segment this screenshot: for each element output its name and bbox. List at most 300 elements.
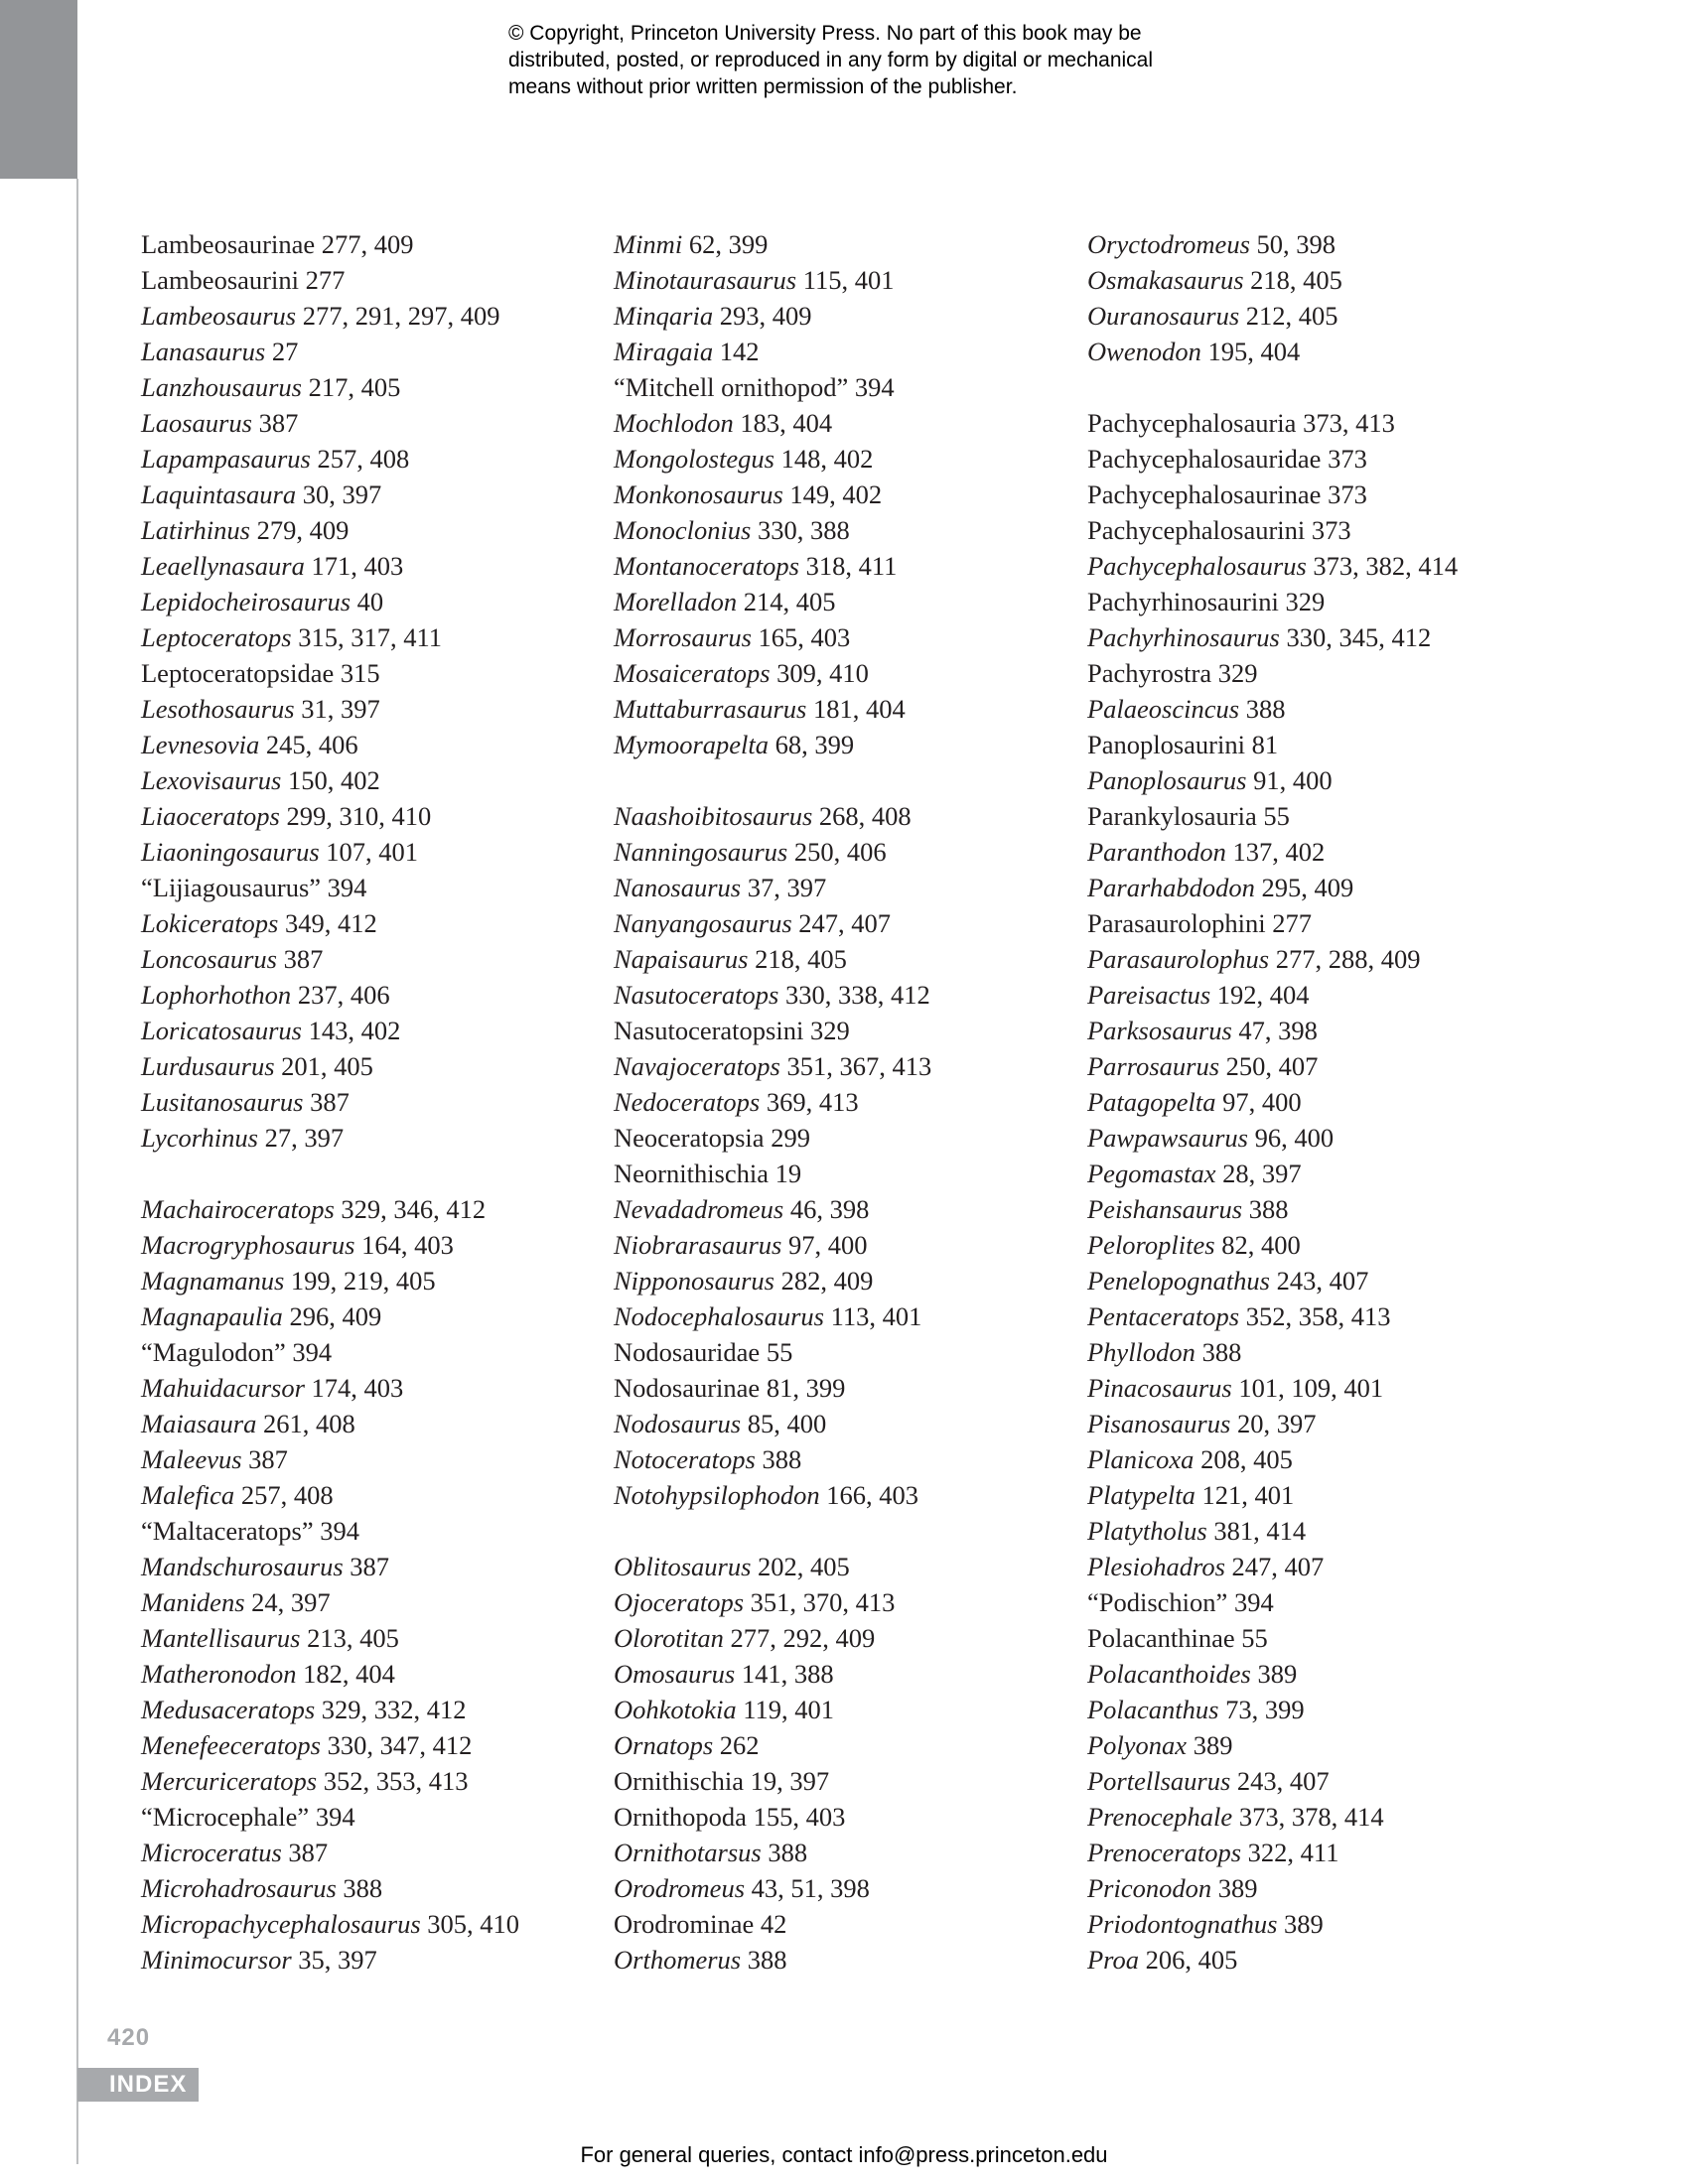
index-term: Matheronodon bbox=[141, 1659, 297, 1689]
index-pages: 243, 407 bbox=[1276, 1266, 1369, 1296]
index-pages: 50, 398 bbox=[1256, 229, 1336, 259]
index-term: Parasaurolophus bbox=[1087, 944, 1270, 974]
index-term: Nodosauridae bbox=[614, 1337, 761, 1367]
index-term: Parasaurolophini bbox=[1087, 908, 1266, 938]
index-term: Morelladon bbox=[614, 587, 738, 616]
index-pages: 181, 404 bbox=[813, 694, 906, 724]
index-entry bbox=[141, 870, 578, 905]
index-entry bbox=[614, 905, 1051, 941]
index-term: “Mitchell ornithopod” bbox=[614, 372, 849, 402]
index-entry bbox=[1087, 1406, 1524, 1441]
index-term: Loncosaurus bbox=[141, 944, 277, 974]
index-term: Nodosaurus bbox=[614, 1409, 742, 1438]
index-term: Mercuriceratops bbox=[141, 1766, 318, 1796]
index-entry bbox=[1087, 1334, 1524, 1370]
index-pages: 351, 370, 413 bbox=[750, 1587, 896, 1617]
index-term: Olorotitan bbox=[614, 1623, 724, 1653]
index-term: Lepidocheirosaurus bbox=[141, 587, 352, 616]
index-pages: 213, 405 bbox=[307, 1623, 399, 1653]
index-entry bbox=[141, 941, 578, 977]
index-pages: 387 bbox=[350, 1552, 390, 1581]
index-entry bbox=[614, 1406, 1051, 1441]
index-entry bbox=[614, 727, 1051, 762]
index-entry bbox=[1087, 655, 1524, 691]
index-entry bbox=[614, 1727, 1051, 1763]
index-pages: 373, 378, 414 bbox=[1238, 1802, 1384, 1832]
index-term: Micropachycephalosaurus bbox=[141, 1909, 421, 1939]
index-entry bbox=[1087, 1441, 1524, 1477]
index-term: Lophorhothon bbox=[141, 980, 292, 1010]
index-entry bbox=[614, 798, 1051, 834]
index-entry bbox=[141, 1406, 578, 1441]
index-pages: 202, 405 bbox=[758, 1552, 850, 1581]
index-term: Latirhinus bbox=[141, 515, 250, 545]
index-term: Polacanthinae bbox=[1087, 1623, 1235, 1653]
index-entry bbox=[1087, 1942, 1524, 1978]
index-pages: 394 bbox=[320, 1516, 359, 1546]
index-entry bbox=[141, 1334, 578, 1370]
index-entry bbox=[1087, 977, 1524, 1013]
index-pages: 388 bbox=[343, 1873, 383, 1903]
index-term: Nasutoceratopsini bbox=[614, 1016, 804, 1045]
index-entry bbox=[141, 905, 578, 941]
index-term: Liaoningosaurus bbox=[141, 837, 320, 867]
index-entry bbox=[1087, 1370, 1524, 1406]
index-term: Pinacosaurus bbox=[1087, 1373, 1232, 1403]
index-pages: 250, 407 bbox=[1225, 1051, 1319, 1081]
index-term: Panoplosaurini bbox=[1087, 730, 1245, 759]
index-term: Leptoceratopsidae bbox=[141, 658, 335, 688]
index-term: Monkonosaurus bbox=[614, 479, 783, 509]
index-term: Oohkotokia bbox=[614, 1695, 737, 1724]
index-entry bbox=[1087, 1870, 1524, 1906]
index-pages: 28, 397 bbox=[1222, 1159, 1302, 1188]
index-pages: 201, 405 bbox=[281, 1051, 373, 1081]
index-entry bbox=[141, 1870, 578, 1906]
index-pages: 55 bbox=[766, 1337, 793, 1367]
index-entry bbox=[141, 1013, 578, 1048]
index-pages: 373, 413 bbox=[1303, 408, 1395, 438]
index-term: Lambeosaurinae bbox=[141, 229, 316, 259]
index-entry bbox=[1087, 1763, 1524, 1799]
index-pages: 389 bbox=[1257, 1659, 1298, 1689]
index-term: Pachyrhinosaurini bbox=[1087, 587, 1279, 616]
index-entry bbox=[1087, 1584, 1524, 1620]
index-term: Prenoceratops bbox=[1087, 1838, 1242, 1867]
index-term: Prenocephale bbox=[1087, 1802, 1233, 1832]
index-entry bbox=[1087, 619, 1524, 655]
index-term: Microceratus bbox=[141, 1838, 282, 1867]
index-entry bbox=[141, 1084, 578, 1120]
index-entry bbox=[141, 369, 578, 405]
copyright-line: © Copyright, Princeton University Press. No part of this book may be bbox=[508, 22, 1142, 45]
index-entry bbox=[1087, 1906, 1524, 1942]
index-term: Penelopognathus bbox=[1087, 1266, 1270, 1296]
index-pages: 315 bbox=[340, 658, 380, 688]
copyright-notice bbox=[508, 20, 1303, 100]
index-term: Lokiceratops bbox=[141, 908, 279, 938]
index-term: Nedoceratops bbox=[614, 1087, 761, 1117]
index-pages: 315, 317, 411 bbox=[298, 622, 443, 652]
index-pages: 47, 398 bbox=[1238, 1016, 1318, 1045]
index-term: Mandschurosaurus bbox=[141, 1552, 344, 1581]
index-pages: 329, 346, 412 bbox=[341, 1194, 487, 1224]
index-pages: 91, 400 bbox=[1253, 765, 1333, 795]
index-entry bbox=[614, 512, 1051, 548]
index-entry bbox=[1087, 1298, 1524, 1334]
index-term: Mochlodon bbox=[614, 408, 734, 438]
index-entry bbox=[614, 1942, 1051, 1978]
index-entry bbox=[614, 1906, 1051, 1942]
index-entry bbox=[614, 405, 1051, 441]
index-pages: 30, 397 bbox=[302, 479, 382, 509]
index-pages: 394 bbox=[315, 1802, 355, 1832]
index-entry bbox=[141, 762, 578, 798]
index-entry bbox=[1087, 870, 1524, 905]
index-entry bbox=[141, 1906, 578, 1942]
index-pages: 349, 412 bbox=[285, 908, 377, 938]
index-pages: 299 bbox=[771, 1123, 810, 1153]
index-term: Pachycephalosauridae bbox=[1087, 444, 1322, 474]
index-term: Patagopelta bbox=[1087, 1087, 1216, 1117]
index-term: Nipponosaurus bbox=[614, 1266, 774, 1296]
index-pages: 277, 292, 409 bbox=[730, 1623, 876, 1653]
index-entry bbox=[1087, 1513, 1524, 1549]
index-entry bbox=[141, 334, 578, 369]
index-entry bbox=[614, 1763, 1051, 1799]
index-entry bbox=[614, 1870, 1051, 1906]
index-entry bbox=[141, 1584, 578, 1620]
index-term: Plesiohadros bbox=[1087, 1552, 1225, 1581]
index-entry bbox=[141, 1191, 578, 1227]
index-entry bbox=[614, 584, 1051, 619]
index-pages: 68, 399 bbox=[774, 730, 855, 759]
index-entry bbox=[141, 1620, 578, 1656]
index-term: Pachycephalosaurus bbox=[1087, 551, 1307, 581]
index-entry bbox=[614, 1835, 1051, 1870]
index-entry bbox=[1087, 1048, 1524, 1084]
index-entry bbox=[141, 1370, 578, 1406]
index-entry bbox=[614, 1298, 1051, 1334]
index-term: Mantellisaurus bbox=[141, 1623, 301, 1653]
index-entry bbox=[141, 1441, 578, 1477]
index-term: Proa bbox=[1087, 1945, 1140, 1975]
index-entry bbox=[141, 1298, 578, 1334]
index-term: Ouranosaurus bbox=[1087, 301, 1240, 331]
index-pages: 394 bbox=[1233, 1587, 1274, 1617]
index-term: Levnesovia bbox=[141, 730, 260, 759]
index-pages: 192, 404 bbox=[1216, 980, 1310, 1010]
index-pages: 388 bbox=[747, 1945, 787, 1975]
index-term: Polacanthus bbox=[1087, 1695, 1219, 1724]
index-entry bbox=[141, 1799, 578, 1835]
index-entry bbox=[1087, 905, 1524, 941]
index-entry bbox=[1087, 441, 1524, 477]
index-entry bbox=[1087, 1227, 1524, 1263]
index-entry bbox=[614, 1620, 1051, 1656]
index-term: Leaellynasaura bbox=[141, 551, 305, 581]
index-entry bbox=[141, 1763, 578, 1799]
index-pages: 373 bbox=[1328, 444, 1367, 474]
index-pages: 293, 409 bbox=[719, 301, 812, 331]
index-pages: 352, 353, 413 bbox=[323, 1766, 469, 1796]
index-term: Machairoceratops bbox=[141, 1194, 335, 1224]
index-entry bbox=[1087, 762, 1524, 798]
index-pages: 388 bbox=[1248, 1194, 1289, 1224]
index-column-1 bbox=[141, 226, 578, 1978]
index-pages: 113, 401 bbox=[830, 1301, 922, 1331]
index-entry bbox=[141, 798, 578, 834]
copyright-line: means without prior written permission of the publisher. bbox=[508, 75, 1018, 98]
index-entry bbox=[614, 1191, 1051, 1227]
index-term: Ornithotarsus bbox=[614, 1838, 762, 1867]
index-pages: 195, 404 bbox=[1207, 337, 1301, 366]
index-term: Pentaceratops bbox=[1087, 1301, 1240, 1331]
index-pages: 137, 402 bbox=[1232, 837, 1326, 867]
index-term: Nodocephalosaurus bbox=[614, 1301, 824, 1331]
index-entry bbox=[1087, 1477, 1524, 1513]
index-entry bbox=[614, 1477, 1051, 1513]
index-pages: 81 bbox=[1251, 730, 1279, 759]
index-term: Mosaiceratops bbox=[614, 658, 771, 688]
index-entry bbox=[141, 1835, 578, 1870]
index-entry bbox=[1087, 1692, 1524, 1727]
index-pages: 389 bbox=[1284, 1909, 1324, 1939]
index-pages: 199, 219, 405 bbox=[290, 1266, 436, 1296]
index-term: Pegomastax bbox=[1087, 1159, 1216, 1188]
index-term: Paranthodon bbox=[1087, 837, 1226, 867]
index-pages: 387 bbox=[258, 408, 299, 438]
index-entry bbox=[141, 548, 578, 584]
index-pages: 262 bbox=[719, 1730, 760, 1760]
index-entry bbox=[1087, 334, 1524, 369]
footer-contact: For general queries, contact info@press.princeton.edu bbox=[580, 2142, 1108, 2167]
index-entry bbox=[614, 1048, 1051, 1084]
index-term: Pawpawsaurus bbox=[1087, 1123, 1248, 1153]
index-entry bbox=[141, 1263, 578, 1298]
index-term: Leptoceratops bbox=[141, 622, 292, 652]
index-entry bbox=[1087, 1799, 1524, 1835]
index-term: Loricatosaurus bbox=[141, 1016, 302, 1045]
index-pages: 218, 405 bbox=[755, 944, 847, 974]
index-term: Pachycephalosaurini bbox=[1087, 515, 1306, 545]
index-term: Navajoceratops bbox=[614, 1051, 780, 1081]
index-entry bbox=[1087, 477, 1524, 512]
index-entry bbox=[141, 1227, 578, 1263]
index-term: Orodromeus bbox=[614, 1873, 746, 1903]
index-entry bbox=[1087, 798, 1524, 834]
index-pages: 85, 400 bbox=[747, 1409, 827, 1438]
index-pages: 318, 411 bbox=[805, 551, 898, 581]
index-pages: 330, 347, 412 bbox=[327, 1730, 473, 1760]
index-entry bbox=[141, 1549, 578, 1584]
index-pages: 166, 403 bbox=[826, 1480, 918, 1510]
index-entry bbox=[1087, 727, 1524, 762]
index-term: Nevadadromeus bbox=[614, 1194, 784, 1224]
index-entry bbox=[141, 619, 578, 655]
index-pages: 27 bbox=[271, 337, 299, 366]
index-entry bbox=[614, 548, 1051, 584]
index-entry bbox=[614, 977, 1051, 1013]
index-entry bbox=[614, 477, 1051, 512]
index-entry bbox=[614, 262, 1051, 298]
index-entry bbox=[141, 1692, 578, 1727]
index-pages: 373, 382, 414 bbox=[1313, 551, 1459, 581]
index-entry bbox=[614, 655, 1051, 691]
index-term: Lambeosaurini bbox=[141, 265, 299, 295]
index-term: Pachycephalosauria bbox=[1087, 408, 1297, 438]
index-pages: 388 bbox=[768, 1838, 808, 1867]
index-entry bbox=[614, 298, 1051, 334]
index-pages: 373 bbox=[1328, 479, 1367, 509]
index-entry bbox=[1087, 1013, 1524, 1048]
index-pages: 82, 400 bbox=[1221, 1230, 1301, 1260]
index-term: Ornithischia bbox=[614, 1766, 744, 1796]
index-term: Lanzhousaurus bbox=[141, 372, 302, 402]
index-term: “Maltaceratops” bbox=[141, 1516, 314, 1546]
index-entry bbox=[141, 1656, 578, 1692]
index-pages: 149, 402 bbox=[789, 479, 883, 509]
index-pages: 164, 403 bbox=[361, 1230, 454, 1260]
index-term: Pachycephalosaurinae bbox=[1087, 479, 1322, 509]
index-entry bbox=[141, 691, 578, 727]
index-pages: 387 bbox=[288, 1838, 329, 1867]
index-pages: 261, 408 bbox=[262, 1409, 355, 1438]
corner-tab bbox=[0, 0, 77, 179]
index-term: Minmi bbox=[614, 229, 683, 259]
index-pages: 182, 404 bbox=[303, 1659, 395, 1689]
index-pages: 309, 410 bbox=[776, 658, 869, 688]
index-term: Pararhabdodon bbox=[1087, 873, 1255, 902]
index-pages: 369, 413 bbox=[766, 1087, 859, 1117]
index-pages: 387 bbox=[310, 1087, 350, 1117]
index-pages: 387 bbox=[248, 1444, 288, 1474]
index-entry bbox=[614, 1799, 1051, 1835]
index-term: Lexovisaurus bbox=[141, 765, 282, 795]
index-entry bbox=[141, 584, 578, 619]
index-term: Parrosaurus bbox=[1087, 1051, 1220, 1081]
index-term: Microhadrosaurus bbox=[141, 1873, 337, 1903]
index-pages: 19 bbox=[774, 1159, 802, 1188]
index-entry bbox=[141, 477, 578, 512]
index-entry bbox=[1087, 1120, 1524, 1156]
index-term: Maleevus bbox=[141, 1444, 242, 1474]
index-pages: 218, 405 bbox=[1250, 265, 1342, 295]
index-pages: 277 bbox=[1272, 908, 1312, 938]
index-pages: 55 bbox=[1241, 1623, 1268, 1653]
index-pages: 329 bbox=[809, 1016, 850, 1045]
index-term: Palaeoscincus bbox=[1087, 694, 1240, 724]
index-pages: 46, 398 bbox=[789, 1194, 870, 1224]
index-entry bbox=[614, 1370, 1051, 1406]
index-pages: 389 bbox=[1193, 1730, 1233, 1760]
index-pages: 97, 400 bbox=[787, 1230, 868, 1260]
index-entry bbox=[141, 441, 578, 477]
index-term: Notoceratops bbox=[614, 1444, 756, 1474]
index-pages: 62, 399 bbox=[688, 229, 769, 259]
index-entry bbox=[614, 870, 1051, 905]
index-term: Nanyangosaurus bbox=[614, 908, 792, 938]
index-term: Ornithopoda bbox=[614, 1802, 747, 1832]
page-number: 420 bbox=[107, 2024, 151, 2051]
index-pages: 388 bbox=[1245, 694, 1286, 724]
index-entry bbox=[1087, 584, 1524, 619]
index-term: Monoclonius bbox=[614, 515, 752, 545]
index-pages: 206, 405 bbox=[1145, 1945, 1238, 1975]
index-pages: 150, 402 bbox=[287, 765, 380, 795]
index-pages: 277, 291, 297, 409 bbox=[302, 301, 500, 331]
index-entry bbox=[614, 369, 1051, 405]
index-term: Montanoceratops bbox=[614, 551, 799, 581]
index-term: Oblitosaurus bbox=[614, 1552, 752, 1581]
index-term: Portellsaurus bbox=[1087, 1766, 1231, 1796]
index-term: “Magulodon” bbox=[141, 1337, 286, 1367]
index-term: Panoplosaurus bbox=[1087, 765, 1247, 795]
index-pages: 351, 367, 413 bbox=[786, 1051, 932, 1081]
index-term: Liaoceratops bbox=[141, 801, 280, 831]
index-pages: 142 bbox=[719, 337, 760, 366]
index-entry bbox=[614, 1013, 1051, 1048]
index-entry bbox=[614, 834, 1051, 870]
index-entry bbox=[614, 1656, 1051, 1692]
index-term: Notohypsilophodon bbox=[614, 1480, 820, 1510]
index-term: Priconodon bbox=[1087, 1873, 1212, 1903]
index-pages: 394 bbox=[854, 372, 895, 402]
index-entry bbox=[1087, 262, 1524, 298]
index-pages: 330, 338, 412 bbox=[785, 980, 930, 1010]
index-pages: 73, 399 bbox=[1225, 1695, 1305, 1724]
index-term: Pareisactus bbox=[1087, 980, 1211, 1010]
index-pages: 35, 397 bbox=[298, 1945, 377, 1975]
index-entry bbox=[614, 1441, 1051, 1477]
index-term: Minimocursor bbox=[141, 1945, 292, 1975]
index-term: Osmakasaurus bbox=[1087, 265, 1244, 295]
index-entry bbox=[1087, 1727, 1524, 1763]
index-entry bbox=[1087, 1084, 1524, 1120]
index-pages: 295, 409 bbox=[1261, 873, 1354, 902]
index-pages: 299, 310, 410 bbox=[286, 801, 432, 831]
index-pages: 217, 405 bbox=[308, 372, 401, 402]
index-term: Ornatops bbox=[614, 1730, 714, 1760]
index-pages: 257, 408 bbox=[317, 444, 410, 474]
index-term: “Podischion” bbox=[1087, 1587, 1228, 1617]
index-pages: 183, 404 bbox=[740, 408, 833, 438]
index-entry bbox=[614, 1263, 1051, 1298]
index-term: Parksosaurus bbox=[1087, 1016, 1232, 1045]
index-pages: 247, 407 bbox=[798, 908, 892, 938]
index-entry bbox=[141, 298, 578, 334]
index-entry bbox=[614, 619, 1051, 655]
index-pages: 40 bbox=[356, 587, 384, 616]
index-pages: 277 bbox=[305, 265, 346, 295]
index-pages: 247, 407 bbox=[1231, 1552, 1325, 1581]
index-entry bbox=[1087, 298, 1524, 334]
index-term: Mongolostegus bbox=[614, 444, 774, 474]
index-pages: 330, 388 bbox=[758, 515, 850, 545]
index-term: Polacanthoides bbox=[1087, 1659, 1251, 1689]
index-term: Maiasaura bbox=[141, 1409, 257, 1438]
index-entry bbox=[141, 1048, 578, 1084]
index-entry bbox=[141, 655, 578, 691]
index-term: Priodontognathus bbox=[1087, 1909, 1278, 1939]
index-pages: 305, 410 bbox=[427, 1909, 520, 1939]
index-column-3 bbox=[1087, 226, 1524, 1978]
copyright-line: distributed, posted, or reproduced in any form by digital or mechanical bbox=[508, 49, 1154, 71]
index-term: Platytholus bbox=[1087, 1516, 1207, 1546]
index-pages: 245, 406 bbox=[265, 730, 358, 759]
index-pages: 329 bbox=[1285, 587, 1326, 616]
index-pages: 107, 401 bbox=[326, 837, 419, 867]
